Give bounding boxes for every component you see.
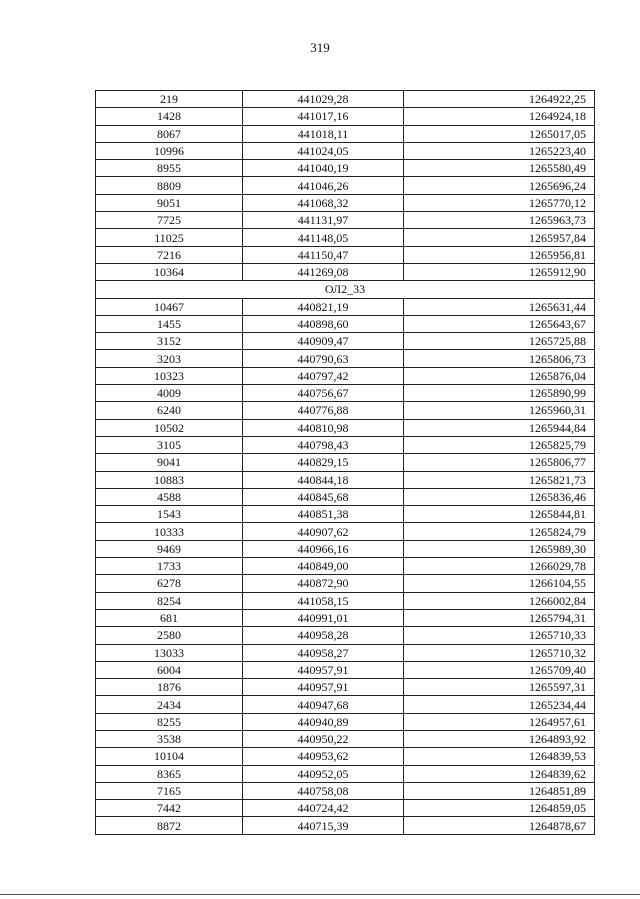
point-number-cell: 8955 [96, 160, 243, 177]
point-number-cell: 9051 [96, 194, 243, 211]
x-coordinate-cell: 441068,32 [243, 194, 404, 211]
point-number-cell: 8254 [96, 592, 243, 609]
table-row [96, 748, 595, 765]
section-label: ОЛ2_33 [96, 281, 595, 298]
table-row [96, 385, 595, 402]
table-row [96, 661, 595, 678]
point-number-cell: 8255 [96, 713, 243, 730]
y-coordinate-cell: 1265844,81 [404, 506, 595, 523]
x-coordinate-cell: 440715,39 [243, 817, 404, 834]
x-coordinate-cell: 441029,28 [243, 91, 404, 108]
x-coordinate-cell: 440898,60 [243, 315, 404, 332]
y-coordinate-cell: 1265710,32 [404, 644, 595, 661]
y-coordinate-cell: 1266104,55 [404, 575, 595, 592]
x-coordinate-cell: 440845,68 [243, 488, 404, 505]
point-number-cell: 7165 [96, 782, 243, 799]
x-coordinate-cell: 440776,88 [243, 402, 404, 419]
table-row [96, 627, 595, 644]
x-coordinate-cell: 440797,42 [243, 367, 404, 384]
x-coordinate-cell: 441024,05 [243, 142, 404, 159]
table-row [96, 298, 595, 315]
x-coordinate-cell: 440810,98 [243, 419, 404, 436]
y-coordinate-cell: 1264922,25 [404, 91, 595, 108]
point-number-cell: 6240 [96, 402, 243, 419]
point-number-cell: 10104 [96, 748, 243, 765]
y-coordinate-cell: 1265989,30 [404, 540, 595, 557]
table-row [96, 454, 595, 471]
table-row [96, 125, 595, 142]
table-row [96, 540, 595, 557]
x-coordinate-cell: 441018,11 [243, 125, 404, 142]
point-number-cell: 8809 [96, 177, 243, 194]
y-coordinate-cell: 1265696,24 [404, 177, 595, 194]
table-row [96, 350, 595, 367]
y-coordinate-cell: 1265725,88 [404, 333, 595, 350]
x-coordinate-cell: 441058,15 [243, 592, 404, 609]
x-coordinate-cell: 440909,47 [243, 333, 404, 350]
y-coordinate-cell: 1265806,77 [404, 454, 595, 471]
y-coordinate-cell: 1265794,31 [404, 609, 595, 626]
y-coordinate-cell: 1264839,62 [404, 765, 595, 782]
point-number-cell: 6004 [96, 661, 243, 678]
x-coordinate-cell: 440851,38 [243, 506, 404, 523]
point-number-cell: 8365 [96, 765, 243, 782]
table-row [96, 558, 595, 575]
y-coordinate-cell: 1264893,92 [404, 730, 595, 747]
table-row [96, 142, 595, 159]
x-coordinate-cell: 440947,68 [243, 696, 404, 713]
table-row [96, 765, 595, 782]
y-coordinate-cell: 1265963,73 [404, 212, 595, 229]
table-row [96, 782, 595, 799]
table-row [96, 160, 595, 177]
table-row [96, 419, 595, 436]
y-coordinate-cell: 1265890,99 [404, 385, 595, 402]
y-coordinate-cell: 1265806,73 [404, 350, 595, 367]
x-coordinate-cell: 441040,19 [243, 160, 404, 177]
y-coordinate-cell: 1265234,44 [404, 696, 595, 713]
point-number-cell: 10502 [96, 419, 243, 436]
point-number-cell: 1543 [96, 506, 243, 523]
table-row [96, 800, 595, 817]
y-coordinate-cell: 1265580,49 [404, 160, 595, 177]
point-number-cell: 3538 [96, 730, 243, 747]
table-row [96, 592, 595, 609]
y-coordinate-cell: 1264851,89 [404, 782, 595, 799]
x-coordinate-cell: 440756,67 [243, 385, 404, 402]
y-coordinate-cell: 1265957,84 [404, 229, 595, 246]
x-coordinate-cell: 441046,26 [243, 177, 404, 194]
point-number-cell: 7725 [96, 212, 243, 229]
table-row [96, 367, 595, 384]
table-row [96, 730, 595, 747]
x-coordinate-cell: 440872,90 [243, 575, 404, 592]
section-row [96, 281, 595, 298]
table-row [96, 402, 595, 419]
y-coordinate-cell: 1265825,79 [404, 436, 595, 453]
y-coordinate-cell: 1265876,04 [404, 367, 595, 384]
point-number-cell: 1455 [96, 315, 243, 332]
table-row [96, 523, 595, 540]
point-number-cell: 3152 [96, 333, 243, 350]
table-row [96, 177, 595, 194]
y-coordinate-cell: 1265821,73 [404, 471, 595, 488]
x-coordinate-cell: 440958,27 [243, 644, 404, 661]
x-coordinate-cell: 441131,97 [243, 212, 404, 229]
x-coordinate-cell: 440907,62 [243, 523, 404, 540]
point-number-cell: 7442 [96, 800, 243, 817]
point-number-cell: 2434 [96, 696, 243, 713]
table-row [96, 696, 595, 713]
point-number-cell: 7216 [96, 246, 243, 263]
point-number-cell: 3105 [96, 436, 243, 453]
x-coordinate-cell: 440829,15 [243, 454, 404, 471]
point-number-cell: 10364 [96, 263, 243, 280]
x-coordinate-cell: 440821,19 [243, 298, 404, 315]
y-coordinate-cell: 1265643,67 [404, 315, 595, 332]
point-number-cell: 9041 [96, 454, 243, 471]
table-row [96, 506, 595, 523]
table-row [96, 436, 595, 453]
y-coordinate-cell: 1265912,90 [404, 263, 595, 280]
table-row [96, 315, 595, 332]
point-number-cell: 4588 [96, 488, 243, 505]
y-coordinate-cell: 1266029,78 [404, 558, 595, 575]
table-row [96, 246, 595, 263]
x-coordinate-cell: 441017,16 [243, 108, 404, 125]
point-number-cell: 4009 [96, 385, 243, 402]
point-number-cell: 1733 [96, 558, 243, 575]
point-number-cell: 9469 [96, 540, 243, 557]
table-row [96, 609, 595, 626]
y-coordinate-cell: 1264859,05 [404, 800, 595, 817]
y-coordinate-cell: 1265710,33 [404, 627, 595, 644]
x-coordinate-cell: 440958,28 [243, 627, 404, 644]
x-coordinate-cell: 440952,05 [243, 765, 404, 782]
table-row [96, 644, 595, 661]
table-row [96, 108, 595, 125]
y-coordinate-cell: 1265836,46 [404, 488, 595, 505]
x-coordinate-cell: 440844,18 [243, 471, 404, 488]
table-row [96, 713, 595, 730]
y-coordinate-cell: 1265223,40 [404, 142, 595, 159]
point-number-cell: 10323 [96, 367, 243, 384]
x-coordinate-cell: 440790,63 [243, 350, 404, 367]
table-row [96, 263, 595, 280]
y-coordinate-cell: 1265960,31 [404, 402, 595, 419]
coordinates-table-body [96, 91, 595, 835]
table-row [96, 575, 595, 592]
x-coordinate-cell: 440940,89 [243, 713, 404, 730]
y-coordinate-cell: 1264839,53 [404, 748, 595, 765]
y-coordinate-cell: 1265824,79 [404, 523, 595, 540]
point-number-cell: 10333 [96, 523, 243, 540]
x-coordinate-cell: 441150,47 [243, 246, 404, 263]
point-number-cell: 1876 [96, 679, 243, 696]
x-coordinate-cell: 440758,08 [243, 782, 404, 799]
y-coordinate-cell: 1265770,12 [404, 194, 595, 211]
point-number-cell: 8872 [96, 817, 243, 834]
y-coordinate-cell: 1265597,31 [404, 679, 595, 696]
table-row [96, 679, 595, 696]
point-number-cell: 10883 [96, 471, 243, 488]
table-row [96, 212, 595, 229]
x-coordinate-cell: 440849,00 [243, 558, 404, 575]
table-row [96, 471, 595, 488]
y-coordinate-cell: 1265017,05 [404, 125, 595, 142]
point-number-cell: 10467 [96, 298, 243, 315]
table-row [96, 229, 595, 246]
table-row [96, 817, 595, 834]
point-number-cell: 11025 [96, 229, 243, 246]
y-coordinate-cell: 1264924,18 [404, 108, 595, 125]
table-row [96, 91, 595, 108]
x-coordinate-cell: 441269,08 [243, 263, 404, 280]
y-coordinate-cell: 1265709,40 [404, 661, 595, 678]
x-coordinate-cell: 440953,62 [243, 748, 404, 765]
x-coordinate-cell: 440957,91 [243, 661, 404, 678]
y-coordinate-cell: 1265944,84 [404, 419, 595, 436]
point-number-cell: 10996 [96, 142, 243, 159]
y-coordinate-cell: 1266002,84 [404, 592, 595, 609]
page-number: 319 [310, 40, 330, 55]
table-row [96, 333, 595, 350]
y-coordinate-cell: 1265956,81 [404, 246, 595, 263]
point-number-cell: 219 [96, 91, 243, 108]
coordinates-table [95, 90, 595, 835]
point-number-cell: 681 [96, 609, 243, 626]
x-coordinate-cell: 441148,05 [243, 229, 404, 246]
x-coordinate-cell: 440991,01 [243, 609, 404, 626]
point-number-cell: 1428 [96, 108, 243, 125]
table-row [96, 488, 595, 505]
x-coordinate-cell: 440950,22 [243, 730, 404, 747]
point-number-cell: 6278 [96, 575, 243, 592]
y-coordinate-cell: 1264957,61 [404, 713, 595, 730]
y-coordinate-cell: 1264878,67 [404, 817, 595, 834]
x-coordinate-cell: 440724,42 [243, 800, 404, 817]
x-coordinate-cell: 440798,43 [243, 436, 404, 453]
x-coordinate-cell: 440957,91 [243, 679, 404, 696]
x-coordinate-cell: 440966,16 [243, 540, 404, 557]
scan-bottom-edge [0, 894, 640, 895]
point-number-cell: 3203 [96, 350, 243, 367]
point-number-cell: 2580 [96, 627, 243, 644]
point-number-cell: 8067 [96, 125, 243, 142]
y-coordinate-cell: 1265631,44 [404, 298, 595, 315]
point-number-cell: 13033 [96, 644, 243, 661]
table-row [96, 194, 595, 211]
